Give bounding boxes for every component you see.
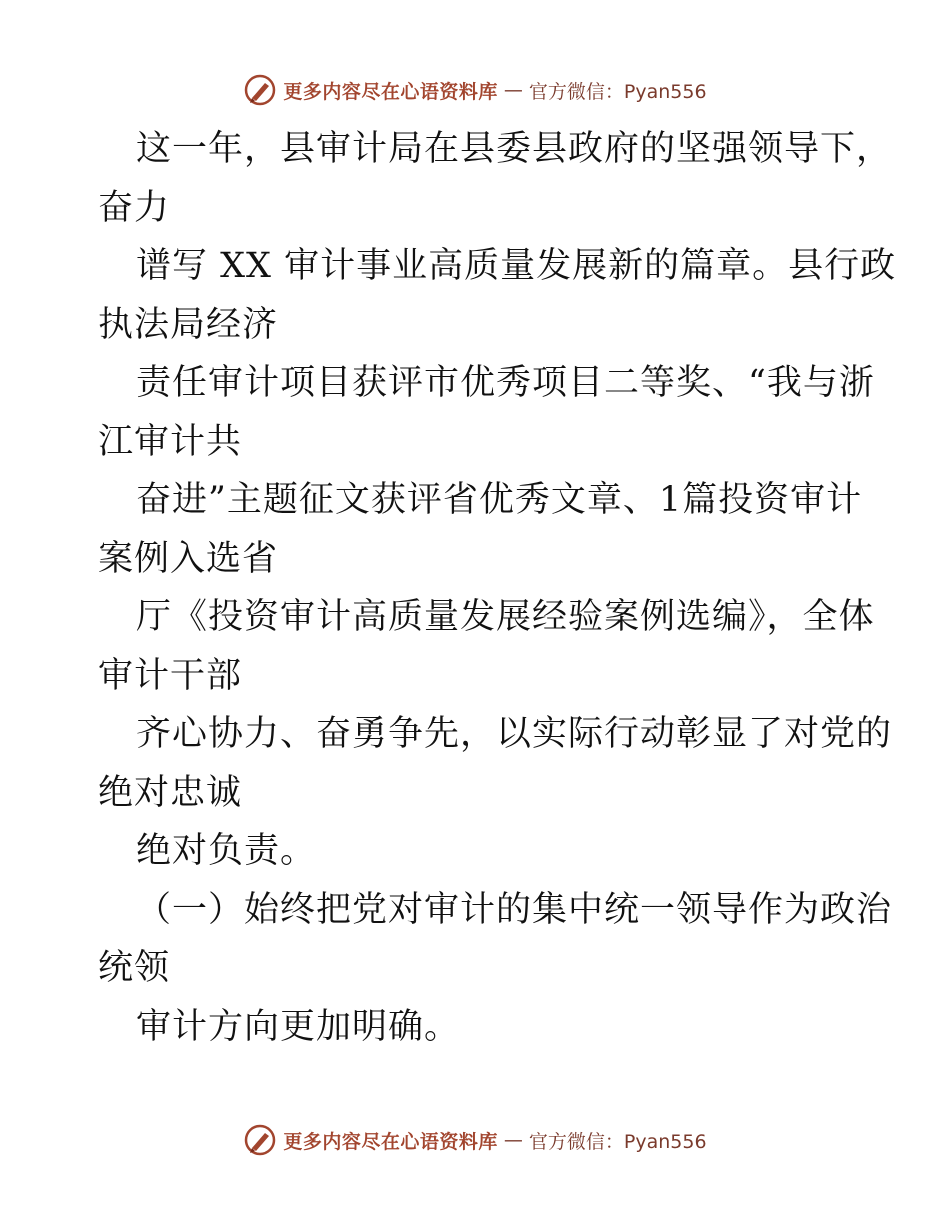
document-line: 谱写 XX 审计事业高质量发展新的篇章。县行政 [136,246,897,286]
document-line: （一）始终把党对审计的集中统一领导作为政治 [136,889,893,930]
watermark-dash: — [503,1129,523,1151]
document-line: 这一年，县审计局在县委县政府的坚强领导下， [136,129,893,169]
document-line: 齐心协力、奋勇争先，以实际行动彰显了对党的 [136,714,893,754]
document-line: 执法局经济 [98,304,279,345]
pen-logo-icon [243,73,277,107]
document-line: 责任审计项目获评市优秀项目二等奖、“我与浙 [136,363,875,403]
document-line: 绝对负责。 [136,831,317,871]
document-line: 统领 [98,948,171,988]
watermark-header [0,70,950,110]
watermark-footer [0,1120,950,1160]
document-line: 奋力 [98,187,171,228]
watermark-dash: — [503,79,523,101]
document-line: 江审计共 [98,421,243,462]
pen-logo-icon [243,1123,277,1157]
watermark-contact: 官方微信：Pyan556 [528,1130,707,1153]
document-line: 审计干部 [98,655,243,696]
document-line: 绝对忠诚 [98,772,243,813]
watermark-main-text: 更多内容尽在心语资料库 [283,80,498,103]
watermark-main-text: 更多内容尽在心语资料库 [283,1130,498,1153]
document-line: 奋进”主题征文获评省优秀文章、1篇投资审计 [136,480,863,520]
document-body [98,120,897,1056]
watermark-contact: 官方微信：Pyan556 [528,80,707,103]
document-line: 厅《投资审计高质量发展经验案例选编》，全体 [136,597,875,637]
document-line: 审计方向更加明确。 [136,1006,461,1047]
document-line: 案例入选省 [98,538,279,579]
